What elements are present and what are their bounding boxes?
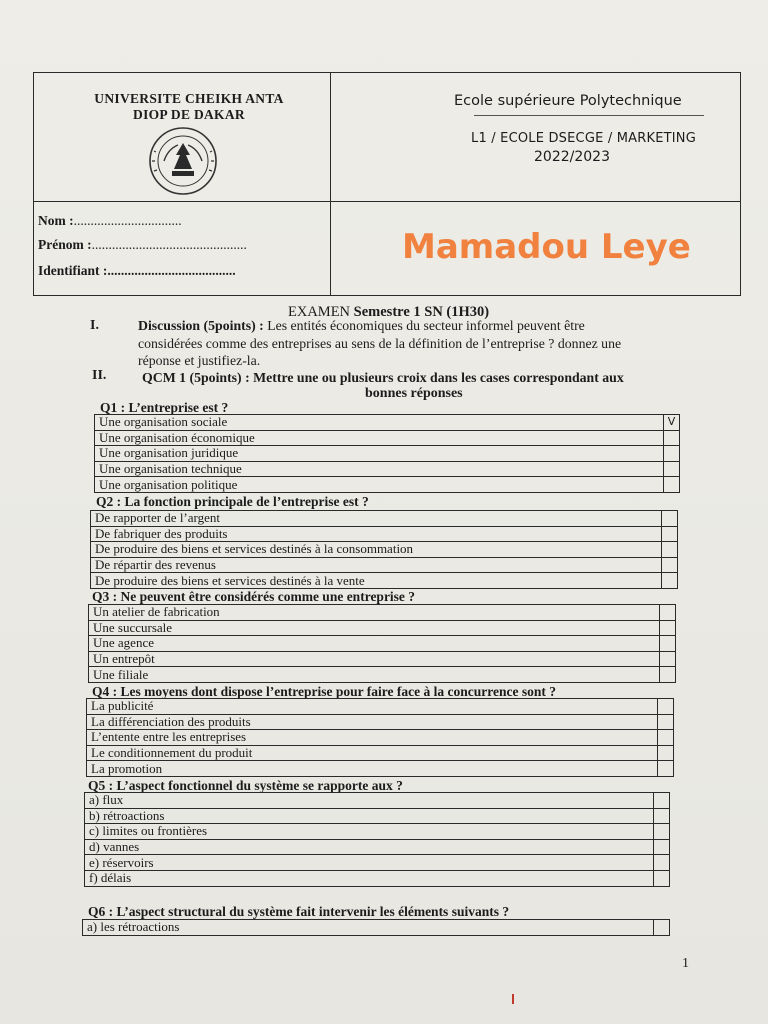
- q2-title: Q2 : La fonction principale de l’entreprise est ?: [96, 494, 369, 509]
- q5-option-1: a) flux: [85, 793, 654, 809]
- q1-checkbox-1[interactable]: V: [664, 415, 680, 431]
- q5-option-5: e) réservoirs: [85, 855, 654, 871]
- academic-year: 2022/2023: [534, 149, 610, 165]
- table-row: [91, 573, 678, 589]
- exam-title-rest: Semestre 1 SN (1H30): [353, 304, 490, 320]
- q1-checkbox-2[interactable]: [664, 430, 680, 446]
- section1-text-line3: réponse et justifiez-la.: [138, 353, 261, 368]
- q1-option-1: Une organisation sociale: [95, 415, 664, 431]
- name-field: [38, 213, 182, 229]
- q3-checkbox-5[interactable]: [660, 667, 676, 683]
- q1-checkbox-5[interactable]: [664, 477, 680, 493]
- q3-option-1: Un atelier de fabrication: [89, 605, 660, 621]
- program-level: L1 / ECOLE DSECGE / MARKETING: [471, 131, 697, 146]
- q4-option-4: Le conditionnement du produit: [87, 745, 658, 761]
- q2-checkbox-3[interactable]: [662, 542, 678, 558]
- q1-checkbox-3[interactable]: [664, 446, 680, 462]
- q3-option-2: Une succursale: [89, 620, 660, 636]
- table-row: [89, 620, 676, 636]
- q1-checkbox-4[interactable]: [664, 461, 680, 477]
- author-name: Mamadou Leye: [402, 227, 691, 267]
- q6-options-table: [82, 919, 670, 936]
- table-row: [85, 808, 670, 824]
- table-row: [83, 920, 670, 936]
- section1-text-line2: considérées comme des entreprises au sens de la définition de l’entreprise ? donnez une: [138, 336, 622, 351]
- exam-title-prefix: EXAMEN: [288, 304, 351, 320]
- q2-option-5: De produire des biens et services destinés à la vente: [91, 573, 662, 589]
- table-row: [85, 870, 670, 886]
- table-row: [87, 730, 674, 746]
- table-row: [91, 511, 678, 527]
- q2-checkbox-1[interactable]: [662, 511, 678, 527]
- identifier-field: [38, 263, 236, 279]
- q5-options-table: [84, 792, 670, 887]
- header-box: [33, 72, 741, 296]
- q6-checkbox-1[interactable]: [654, 920, 670, 936]
- q1-options-table: [94, 414, 680, 493]
- q2-option-4: De répartir des revenus: [91, 557, 662, 573]
- q4-option-5: La promotion: [87, 761, 658, 777]
- section1-number: I.: [90, 318, 99, 333]
- q6-title: Q6 : L’aspect structural du système fait intervenir les éléments suivants ?: [88, 904, 510, 919]
- q3-option-3: Une agence: [89, 636, 660, 652]
- q1-title: Q1 : L’entreprise est ?: [100, 400, 229, 415]
- table-row: [89, 667, 676, 683]
- table-row: [87, 699, 674, 715]
- table-row: [95, 430, 680, 446]
- q2-option-3: De produire des biens et services destinés à la consommation: [91, 542, 662, 558]
- header-divider-vertical: [330, 73, 331, 295]
- q6-option-1: a) les rétroactions: [83, 920, 654, 936]
- table-row: [91, 557, 678, 573]
- table-row: [85, 824, 670, 840]
- identifier-dots: ......................................: [107, 263, 236, 278]
- table-row: [95, 446, 680, 462]
- table-row: [89, 651, 676, 667]
- q5-checkbox-2[interactable]: [654, 808, 670, 824]
- page-number: 1: [682, 956, 689, 971]
- q2-checkbox-2[interactable]: [662, 526, 678, 542]
- q1-option-5: Une organisation politique: [95, 477, 664, 493]
- q5-checkbox-4[interactable]: [654, 839, 670, 855]
- table-row: [89, 605, 676, 621]
- q5-option-2: b) rétroactions: [85, 808, 654, 824]
- section1-text-line1: Les entités économiques du secteur informel peuvent être: [267, 318, 585, 333]
- table-row: [85, 839, 670, 855]
- q1-option-3: Une organisation juridique: [95, 446, 664, 462]
- table-row: [95, 415, 680, 431]
- university-name: UNIVERSITE CHEIKH ANTA DIOP DE DAKAR: [94, 91, 284, 122]
- q3-checkbox-4[interactable]: [660, 651, 676, 667]
- table-row: [89, 636, 676, 652]
- table-row: [95, 461, 680, 477]
- q1-option-2: Une organisation économique: [95, 430, 664, 446]
- q4-option-1: La publicité: [87, 699, 658, 715]
- q4-option-2: La différenciation des produits: [87, 714, 658, 730]
- table-row: [87, 745, 674, 761]
- q5-checkbox-6[interactable]: [654, 870, 670, 886]
- q3-title: Q3 : Ne peuvent être considérés comme une entreprise ?: [92, 589, 416, 604]
- q5-checkbox-3[interactable]: [654, 824, 670, 840]
- q4-options-table: [86, 698, 674, 777]
- section1-line1: [138, 318, 698, 334]
- q3-options-table: [88, 604, 676, 683]
- identifier-label: Identifiant :: [38, 263, 108, 278]
- firstname-label: Prénom :: [38, 237, 92, 252]
- table-row: [87, 714, 674, 730]
- q4-checkbox-5[interactable]: [658, 761, 674, 777]
- school-underline: [474, 115, 704, 116]
- section2-heading-line1: QCM 1 (5points) : Mettre une ou plusieurs croix dans les cases correspondant aux: [142, 370, 624, 385]
- table-row: [85, 793, 670, 809]
- q4-checkbox-1[interactable]: [658, 699, 674, 715]
- q5-option-3: c) limites ou frontières: [85, 824, 654, 840]
- section2-number: II.: [92, 368, 107, 383]
- q5-title: Q5 : L’aspect fonctionnel du système se rapporte aux ?: [88, 778, 403, 793]
- university-seal-icon: [134, 125, 232, 197]
- q2-option-1: De rapporter de l’argent: [91, 511, 662, 527]
- q4-checkbox-3[interactable]: [658, 730, 674, 746]
- q4-option-3: L’entente entre les entreprises: [87, 730, 658, 746]
- q1-option-4: Une organisation technique: [95, 461, 664, 477]
- q3-option-5: Une filiale: [89, 667, 660, 683]
- section2-heading-line2: bonnes réponses: [365, 386, 463, 401]
- q3-checkbox-1[interactable]: [660, 605, 676, 621]
- q4-checkbox-2[interactable]: [658, 714, 674, 730]
- firstname-dots: ..............................................: [91, 237, 247, 252]
- q2-checkbox-5[interactable]: [662, 573, 678, 589]
- name-label: Nom :: [38, 213, 74, 228]
- table-row: [91, 526, 678, 542]
- firstname-field: [38, 237, 247, 253]
- q5-checkbox-5[interactable]: [654, 855, 670, 871]
- table-row: [91, 542, 678, 558]
- q2-options-table: [90, 510, 678, 589]
- q4-title: Q4 : Les moyens dont dispose l’entreprise pour faire face à la concurrence sont ?: [92, 684, 556, 699]
- q3-checkbox-3[interactable]: [660, 636, 676, 652]
- header-divider-horizontal: [34, 201, 740, 202]
- q3-option-4: Un entrepôt: [89, 651, 660, 667]
- q4-checkbox-4[interactable]: [658, 745, 674, 761]
- q3-checkbox-2[interactable]: [660, 620, 676, 636]
- table-row: [85, 855, 670, 871]
- q2-option-2: De fabriquer des produits: [91, 526, 662, 542]
- table-row: [95, 477, 680, 493]
- name-dots: ................................: [73, 213, 182, 228]
- q5-option-6: f) délais: [85, 870, 654, 886]
- section1-heading: Discussion (5points) :: [138, 318, 264, 333]
- q5-option-4: d) vannes: [85, 839, 654, 855]
- school-name: Ecole supérieure Polytechnique: [454, 93, 682, 109]
- red-mark: [512, 994, 514, 1004]
- table-row: [87, 761, 674, 777]
- q5-checkbox-1[interactable]: [654, 793, 670, 809]
- q2-checkbox-4[interactable]: [662, 557, 678, 573]
